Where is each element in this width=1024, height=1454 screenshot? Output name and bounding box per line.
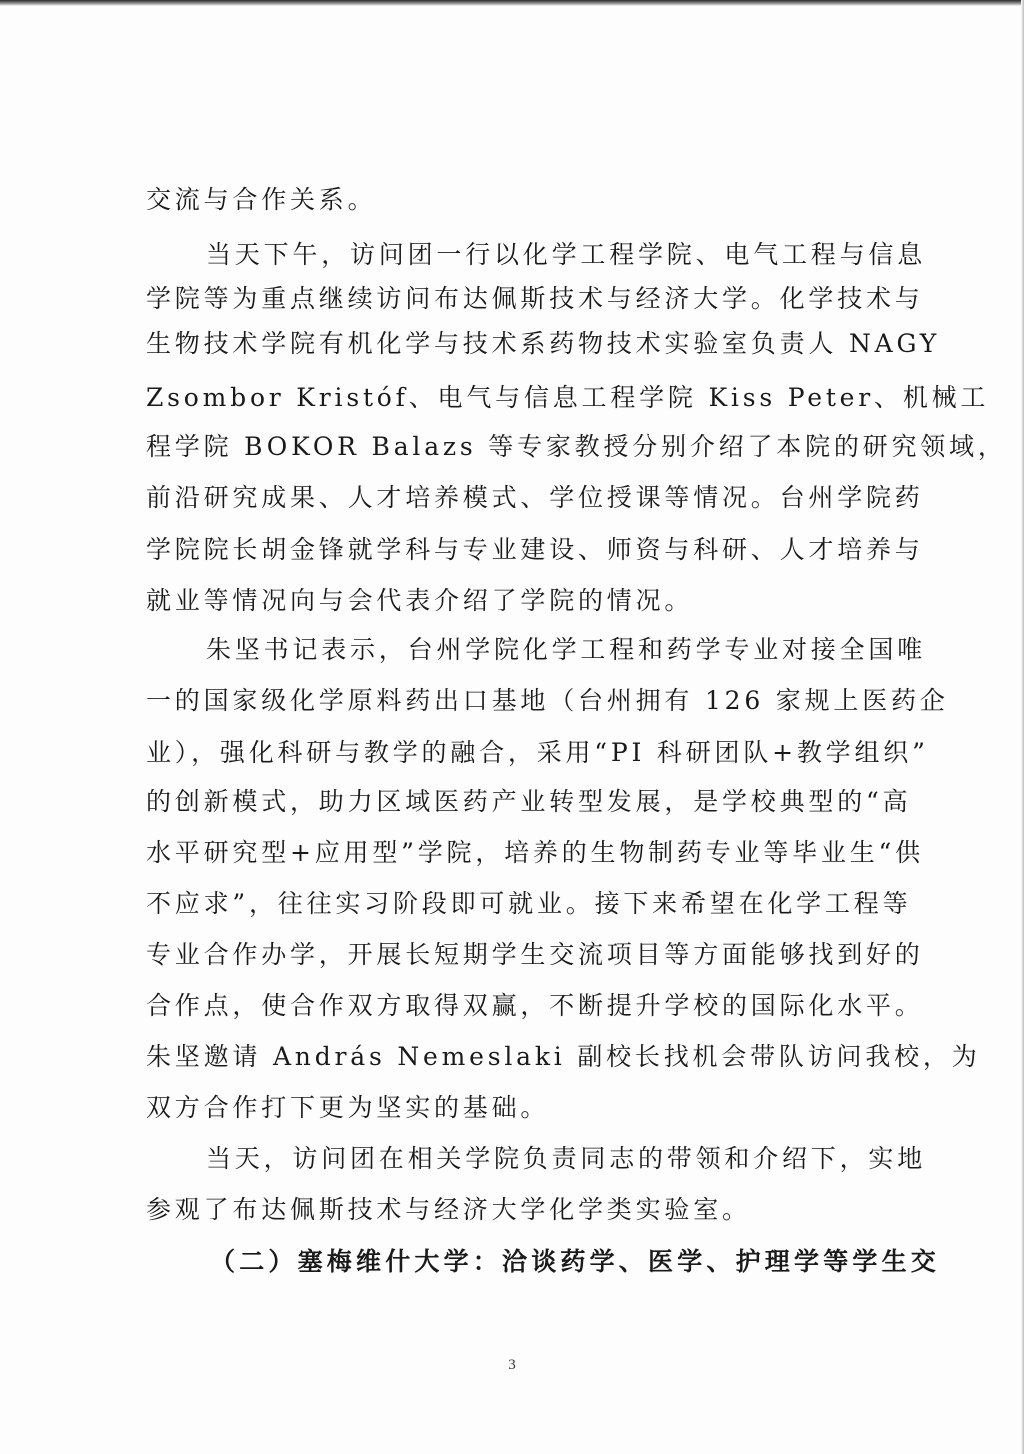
paragraph-start-line: 朱坚书记表示，台州学院化学工程和药学专业对接全国唯	[206, 635, 927, 664]
body-line: 水平研究型+应用型”学院，培养的生物制药专业等毕业生“供	[146, 838, 924, 867]
body-line: 程学院 BOKOR Balazs 等专家教授分别介绍了本院的研究领域，	[146, 432, 1007, 461]
body-line: 就业等情况向与会代表介绍了学院的情况。	[146, 586, 694, 615]
body-line: 朱坚邀请 András Nemeslaki 副校长找机会带队访问我校，为	[146, 1042, 981, 1071]
body-line: 双方合作打下更为坚实的基础。	[146, 1093, 550, 1122]
body-line: 学院等为重点继续访问布达佩斯技术与经济大学。化学技术与	[146, 284, 924, 313]
body-line: 交流与合作关系。	[146, 185, 377, 214]
body-line: 合作点，使合作双方取得双赢，不断提升学校的国际化水平。	[146, 991, 924, 1020]
body-line: 一的国家级化学原料药出口基地（台州拥有 126 家规上医药企	[146, 686, 949, 715]
body-line: 参观了布达佩斯技术与经济大学化学类实验室。	[146, 1195, 751, 1224]
section-heading: （二）塞梅维什大学：洽谈药学、医学、护理学等学生交	[210, 1247, 941, 1276]
body-line: 前沿研究成果、人才培养模式、学位授课等情况。台州学院药	[146, 483, 924, 512]
body-line: 业），强化科研与教学的融合，采用“PI 科研团队+教学组织”	[146, 738, 929, 767]
body-line: 学院院长胡金锋就学科与专业建设、师资与科研、人才培养与	[146, 535, 924, 564]
body-line: 专业合作办学，开展长短期学生交流项目等方面能够找到好的	[146, 940, 924, 969]
body-line: Zsombor Kristóf、电气与信息工程学院 Kiss Peter、机械工	[146, 383, 990, 412]
paragraph-start-line: 当天下午，访问团一行以化学工程学院、电气工程与信息	[206, 240, 927, 269]
scan-top-edge	[0, 0, 1024, 6]
body-line: 生物技术学院有机化学与技术系药物技术实验室负责人 NAGY	[146, 329, 941, 358]
page-number: 3	[508, 1357, 516, 1373]
body-line: 不应求”，往往实习阶段即可就业。接下来希望在化学工程等	[146, 889, 912, 918]
paragraph-start-line: 当天，访问团在相关学院负责同志的带领和介绍下，实地	[206, 1144, 927, 1173]
body-line: 的创新模式，助力区域医药产业转型发展，是学校典型的“高	[146, 787, 912, 816]
